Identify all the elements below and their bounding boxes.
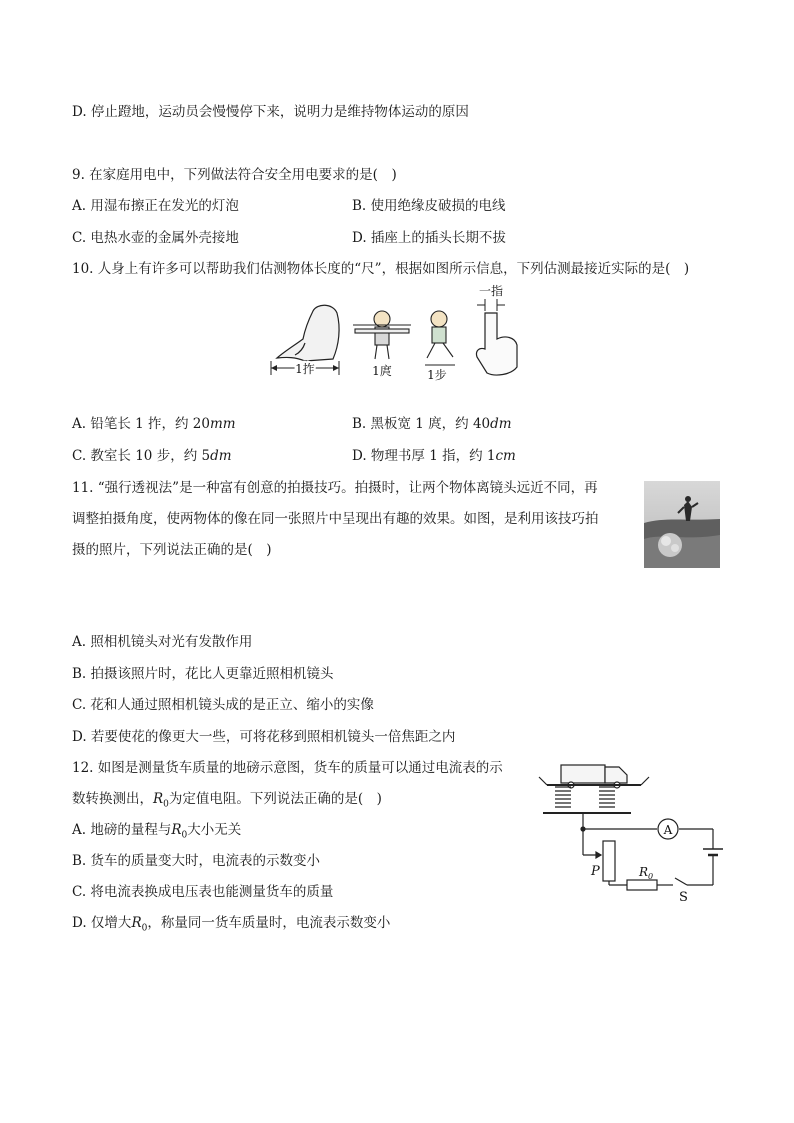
q12-stem-line2: 数转换测出，$R_0$为定值电阻。下列说法正确的是( )	[72, 791, 382, 810]
q10-option-b: B. 黑板宽 1 庹，约 40dm	[352, 416, 512, 432]
q11-stem-line2: 调整拍摄角度，使两物体的像在同一张照片中呈现出有趣的效果。如图，是利用该技巧拍	[72, 511, 599, 527]
bu-label: 1步	[427, 368, 447, 382]
walking-child-drawing	[427, 311, 453, 358]
q10-option-a: A. 铅笔长 1 拃，约 20mm	[72, 416, 236, 432]
switch-s	[675, 878, 687, 885]
q12-option-d: D. 仅增大$R_0$，称量同一货车质量时，电流表示数变小	[72, 915, 391, 934]
q11-stem-line1: 11. “强行透视法”是一种富有创意的拍摄技巧。拍摄时，让两个物体离镜头远近不同，再	[72, 480, 598, 496]
q12-stem-line1: 12. 如图是测量货车质量的地磅示意图，货车的质量可以通过电流表的示	[72, 760, 503, 776]
truck-cab	[605, 767, 627, 783]
q10-option-c: C. 教室长 10 步，约 5dm	[72, 448, 232, 464]
q11-option-d: D. 若要使花的像更大一些，可将花移到照相机镜头一倍焦距之内	[72, 729, 456, 745]
hand-span-drawing	[277, 305, 339, 361]
q11-option-c: C. 花和人通过照相机镜头成的是正立、缩小的实像	[72, 697, 374, 713]
switch-label: S	[679, 890, 688, 905]
zha-label: 1拃	[295, 362, 315, 376]
spring-right	[599, 787, 615, 807]
slider-label: P	[591, 864, 600, 879]
zhi-label: 一指	[478, 284, 504, 298]
truck-cargo	[561, 765, 605, 783]
q9-option-d: D. 插座上的插头长期不拔	[352, 230, 506, 246]
q12-option-a: A. 地磅的量程与$R_0$大小无关	[72, 822, 242, 841]
q11-stem-line3: 摄的照片，下列说法正确的是( )	[72, 542, 272, 558]
resistor-label: $R_0$	[639, 865, 654, 881]
q8-option-d: D. 停止蹬地，运动员会慢慢停下来，说明力是维持物体运动的原因	[72, 104, 469, 120]
q12-option-c: C. 将电流表换成电压表也能测量货车的质量	[72, 884, 334, 900]
q12-weighbridge-circuit-diagram	[535, 757, 727, 907]
resistor-r0	[627, 880, 657, 890]
q11-option-a: A. 照相机镜头对光有发散作用	[72, 634, 253, 650]
q9-stem: 9. 在家庭用电中，下列做法符合安全用电要求的是( )	[72, 167, 397, 183]
q10-body-ruler-figure	[265, 283, 530, 383]
q12-option-b: B. 货车的质量变大时，电流表的示数变小	[72, 853, 321, 869]
arm-span-child-drawing	[355, 311, 409, 359]
q10-option-d: D. 物理书厚 1 指，约 1cm	[352, 448, 516, 464]
spring-left	[555, 787, 571, 807]
q10-stem: 10. 人身上有许多可以帮助我们估测物体长度的“尺”，根据如图所示信息，下列估测最接近实际的是( )	[72, 261, 690, 277]
q11-option-b: B. 拍摄该照片时，花比人更靠近照相机镜头	[72, 666, 334, 682]
q9-option-a: A. 用湿布擦正在发光的灯泡	[72, 198, 239, 214]
q9-option-b: B. 使用绝缘皮破损的电线	[352, 198, 506, 214]
rheostat	[603, 841, 615, 881]
q11-forced-perspective-photo	[644, 481, 720, 568]
q9-option-c: C. 电热水壶的金属外壳接地	[72, 230, 239, 246]
tuo-label: 1庹	[372, 364, 392, 378]
finger-hand-drawing	[476, 313, 517, 375]
ammeter-label: A	[663, 823, 673, 837]
